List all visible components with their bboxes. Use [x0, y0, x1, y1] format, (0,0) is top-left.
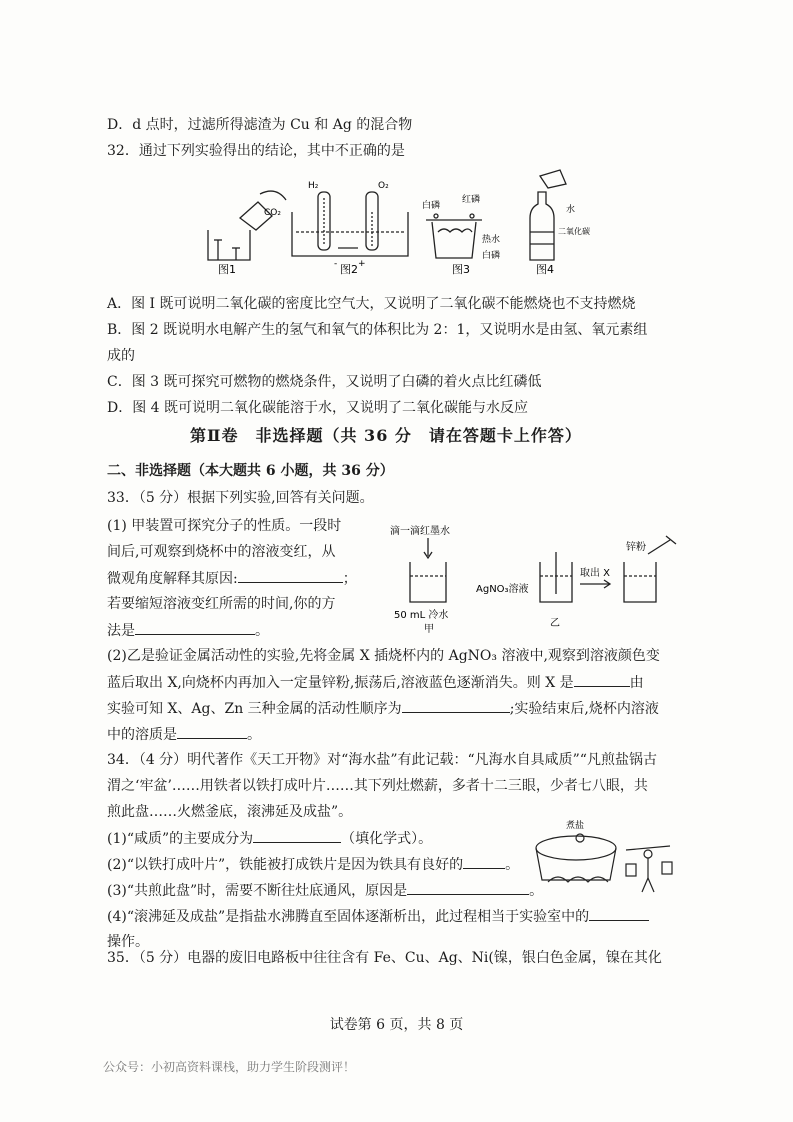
q34-sub2: (2)“以铁打成叶片”，铁能被打成铁片是因为铁具有良好的 。 [107, 854, 519, 875]
salt-boiling-label: 煮盐 [566, 821, 585, 831]
beaker-jia-diagram [410, 538, 446, 602]
page-footer: 试卷第 6 页，共 8 页 [329, 1017, 464, 1033]
q34-answer-blank-2[interactable] [463, 854, 505, 869]
fig3-white-phosphorus-top: 白磷 [422, 201, 441, 211]
q35-line1: 35．（5 分）电器的废旧电路板中往往含有 Fe、Cu、Ag、Ni(镍，银白色金属，镍在其化 [107, 950, 662, 966]
fig3-white-phosphorus-bottom: 白磷 [482, 251, 501, 261]
q33-p1-line2: 间后,可观察到烧杯中的溶液变红，从 [107, 544, 336, 560]
salt-boiling-illustration [530, 820, 680, 896]
fig2-h2-label: H₂ [308, 181, 319, 191]
q33-answer-blank-4[interactable] [402, 698, 510, 713]
q32-option-b-line2: 成的 [107, 348, 135, 364]
q33-p2-line1: (2)乙是验证金属活动性的实验,先将金属 X 插烧杯内的 AgNO₃ 溶液中,观察到溶液颜色变 [107, 648, 660, 664]
fig4-co2-label: 二氧化碳 [558, 227, 590, 236]
q33-p1-line5: 法是 。 [107, 620, 269, 641]
q33-answer-blank-5[interactable] [177, 724, 247, 739]
fig2-plus-label: + [358, 259, 366, 269]
q33-p2-line3: 实验可知 X、Ag、Zn 三种金属的活动性顺序为 ;实验结束后,烧杯内溶液 [107, 698, 659, 719]
q32-figures [200, 172, 590, 282]
q34-answer-blank-4[interactable] [589, 906, 649, 921]
q34-line2: 渭之‘牢盆’……用铁者以铁打成叶片……其下列灶燃薪，多者十二三眼，少者七八眼，共 [107, 778, 648, 794]
fig3-combustion-diagram [426, 214, 482, 258]
fig2-minus-label: - [334, 259, 338, 269]
q33-answer-blank-2[interactable] [135, 620, 255, 635]
fig-cold-water-label: 50 mL 冷水 [394, 610, 449, 621]
q31-option-d: D．d 点时，过滤所得滤渣为 Cu 和 Ag 的混合物 [107, 117, 413, 133]
fig3-label: 图3 [452, 263, 470, 276]
q33-stem: 33．（5 分）根据下列实验,回答有关问题。 [107, 490, 374, 506]
fig1-gas-label: CO₂ [264, 208, 281, 218]
fig3-hot-water: 热水 [482, 235, 501, 245]
fig2-label: 图2 [340, 263, 358, 276]
fig4-bottle-diagram [530, 170, 566, 260]
q34-line1: 34．（4 分）明代著作《天工开物》对“海水盐”有此记载：“凡海水自具咸质”“凡煎盐锅古 [107, 752, 657, 768]
fig4-water-label: 水 [566, 205, 576, 215]
q33-p2-line2: 蓝后取出 X,向烧杯内再加入一定量锌粉,振荡后,溶液蓝色逐渐消失。则 X 是 由 [107, 672, 644, 693]
q34-sub3: (3)“共煎此盘”时，需要不断往灶底通风，原因是 。 [107, 880, 543, 901]
q33-figures [380, 522, 680, 635]
q33-p1-line4: 若要缩短溶液变红所需的时间,你的方 [107, 596, 336, 612]
q33-p1-line1: (1) 甲装置可探究分子的性质。一段时 [107, 518, 342, 534]
fig1-co2-pour-diagram [208, 191, 286, 260]
fig3-red-phosphorus: 红磷 [462, 195, 481, 205]
fig-drop-label: 滴一滴红墨水 [390, 526, 450, 537]
q34-answer-blank-1[interactable] [253, 828, 341, 843]
fig1-label: 图1 [218, 263, 236, 276]
q32-option-c: C．图 3 既可探究可燃物的燃烧条件，又说明了白磷的着火点比红磷低 [107, 374, 542, 390]
q33-p1-line3: 微观角度解释其原因: ； [107, 568, 357, 589]
q32-option-a: A．图 I 既可说明二氧化碳的密度比空气大，又说明了二氧化碳不能燃烧也不支持燃烧 [107, 296, 636, 312]
q33-p2-line4: 中的溶质是 。 [107, 724, 261, 745]
q34-line3: 煎此盘……火燃釜底，滚沸延及成盐”。 [107, 804, 353, 820]
fig-yi-label: 乙 [550, 618, 560, 629]
fig4-label: 图4 [536, 263, 554, 276]
fig2-electrolysis-diagram [292, 192, 408, 256]
q34-answer-blank-3[interactable] [407, 880, 529, 895]
watermark-text: 公众号：小初高资料课栈，助力学生阶段测评！ [103, 1060, 356, 1074]
fig-takeout-label: 取出 X [580, 568, 611, 579]
q33-answer-blank-1[interactable] [238, 568, 343, 583]
q32-stem: 32．通过下列实验得出的结论，其中不正确的是 [107, 143, 405, 159]
q34-sub1: (1)“咸质”的主要成分为 （填化学式）。 [107, 828, 432, 849]
q32-option-b-line1: B．图 2 既说明水电解产生的氢气和氧气的体积比为 2：1，又说明水是由氢、氧元素组 [107, 322, 648, 338]
fig-agno3-label: AgNO₃溶液 [476, 584, 529, 595]
section2-heading: 二、非选择题（本大题共 6 小题，共 36 分） [107, 463, 394, 479]
q33-answer-blank-3[interactable] [574, 672, 630, 687]
q32-option-d: D．图 4 既可说明二氧化碳能溶于水，又说明了二氧化碳能与水反应 [107, 400, 529, 416]
q34-sub4: (4)“滚沸延及成盐”是指盐水沸腾直至固体逐渐析出，此过程相当于实验室中的 [107, 906, 649, 927]
fig2-o2-label: O₂ [378, 181, 389, 191]
fig-zinc-label: 锌粉 [626, 542, 646, 553]
section2-title: 第Ⅱ卷 非选择题（共 36 分 请在答题卡上作答） [190, 426, 582, 445]
fig-jia-label: 甲 [424, 624, 434, 635]
q34-sub4-line2: 操作。 [107, 934, 149, 950]
